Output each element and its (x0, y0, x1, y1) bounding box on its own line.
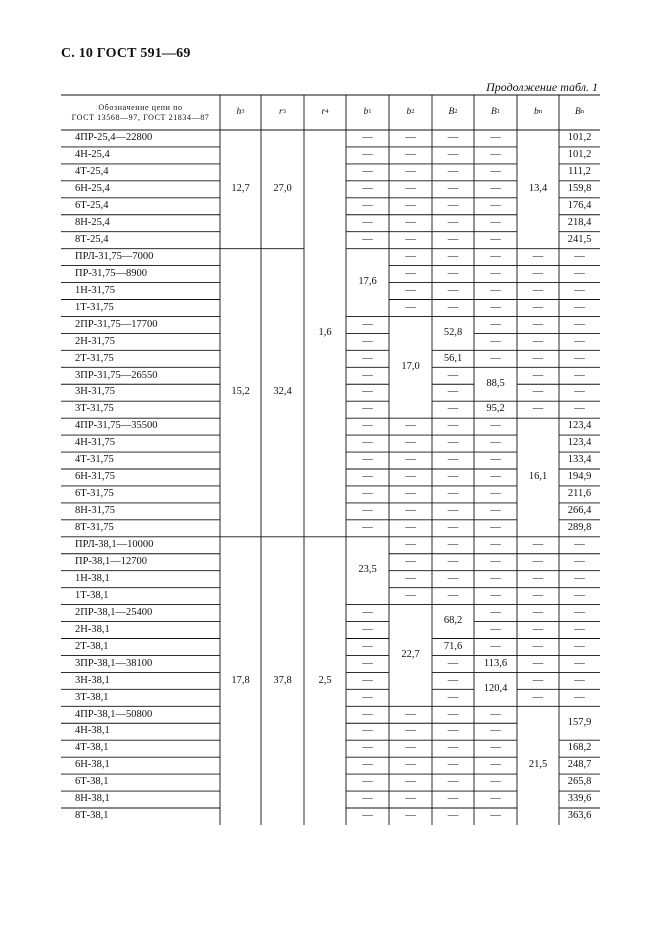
table-cell-Bn: — (574, 352, 585, 364)
chain-designation: 8Н-38,1 (75, 793, 110, 805)
table-cell-b2: — (405, 793, 416, 805)
table-cell-Bn: — (574, 555, 585, 567)
table-cell-b2: — (405, 216, 416, 228)
table-cell-B2: — (447, 522, 459, 534)
table-cell-B2: — (447, 267, 459, 279)
table-cell-b2: — (405, 250, 416, 262)
header-symbol: b (406, 106, 412, 117)
header-subscript: n (580, 108, 585, 116)
header-b1 (346, 95, 389, 130)
table-cell-b2: — (405, 505, 416, 517)
chain-designation: 3Т-31,75 (75, 403, 114, 415)
table-cell-B1: — (490, 505, 501, 517)
header-symbol: B (448, 106, 455, 117)
table-cell-b2: — (405, 284, 416, 296)
table-cell-B2: — (447, 454, 459, 466)
chain-designation: 4Т-38,1 (75, 742, 109, 754)
table-cell-b2: 22,7 (401, 649, 420, 661)
table-cell-B2: — (447, 589, 459, 601)
table-cell-bn: — (532, 640, 544, 652)
table-cell-B1: 95,2 (486, 403, 505, 415)
header-subscript: 3 (241, 108, 245, 116)
chain-designation: ПРЛ-38,1—10000 (75, 539, 154, 551)
table-cell-Bn: 111,2 (568, 166, 591, 178)
table-cell-Bn: 289,8 (567, 522, 592, 534)
table-cell-bn: — (532, 386, 544, 398)
table-cell-bn: 16,1 (528, 471, 548, 483)
table-cell-bn: — (532, 539, 544, 551)
chain-designation: 2ПР-38,1—25400 (75, 606, 153, 618)
chain-designation: 4Т-25,4 (75, 166, 109, 178)
table-cell-B2: — (447, 149, 459, 161)
table-cell-b2: 17,0 (401, 361, 420, 373)
table-cell-Bn: — (574, 386, 585, 398)
header-subscript: 1 (496, 108, 501, 116)
chain-designation: 8Н-25,4 (75, 216, 110, 228)
table-cell-B2: — (447, 793, 459, 805)
table-cell-b1: 17,6 (358, 276, 377, 288)
table-cell-B2: — (447, 132, 459, 144)
page-header: С. 10 ГОСТ 591—69 (61, 46, 191, 61)
table-cell-Bn: — (574, 369, 585, 381)
table-cell-B1: — (490, 708, 501, 720)
chain-designation: ПР-31,75—8900 (75, 267, 148, 279)
table-cell-B1: — (490, 132, 501, 144)
table-cell-B2: — (447, 572, 459, 584)
chain-designation: 6Т-38,1 (75, 776, 109, 788)
table-cell-bn: — (532, 555, 544, 567)
table-cell-B2: — (447, 386, 459, 398)
table-cell-b1: — (362, 233, 373, 245)
table-cell-B1: — (490, 793, 501, 805)
table-cell-h3: 15,2 (231, 386, 250, 398)
table-cell-Bn: — (574, 589, 585, 601)
chain-designation: 1Т-31,75 (75, 301, 114, 313)
table-cell-b2: — (405, 776, 416, 788)
table-cell-b1: — (362, 488, 373, 500)
table-cell-b1: 23,5 (358, 564, 377, 576)
table-cell-b2: — (405, 759, 416, 771)
table-cell-B1: — (490, 539, 501, 551)
table-cell-B1: — (490, 555, 501, 567)
chain-designation: ПРЛ-31,75—7000 (75, 250, 154, 262)
table-cell-b1: — (362, 810, 373, 822)
table-cell-b2: — (405, 810, 416, 822)
table-cell-r3: 32,4 (273, 386, 292, 398)
table-cell-B2: — (447, 742, 459, 754)
table-cell-B1: 120,4 (483, 683, 508, 695)
chain-designation: 4ПР-25,4—22800 (75, 132, 153, 144)
table-cell-b2: — (405, 437, 416, 449)
header-B2 (432, 95, 474, 130)
header-h3 (220, 95, 261, 130)
table-cell-B2: — (447, 759, 459, 771)
table-cell-b1: — (362, 776, 373, 788)
table-cell-B2: — (447, 216, 459, 228)
table-cell-b2: — (405, 555, 416, 567)
table-cell-b2: — (405, 725, 416, 737)
table-cell-b1: — (362, 437, 373, 449)
chain-designation: 3Т-38,1 (75, 691, 109, 703)
chain-designation: 8Н-31,75 (75, 505, 115, 517)
table-cell-b2: — (405, 539, 416, 551)
table-cell-b1: — (362, 505, 373, 517)
table-cell-Bn: 168,2 (567, 742, 592, 754)
table-cell-B1: — (490, 640, 501, 652)
table-cell-b2: — (405, 454, 416, 466)
chain-designation: 2Т-38,1 (75, 640, 109, 652)
table-cell-Bn: 159,8 (567, 183, 592, 195)
table-cell-B2: 52,8 (443, 327, 463, 339)
table-cell-B2: — (447, 708, 459, 720)
chain-designation: 4Н-25,4 (75, 149, 110, 161)
table-cell-B1: — (490, 454, 501, 466)
table-cell-b1: — (362, 216, 373, 228)
table-cell-b1: — (362, 386, 373, 398)
table-cell-bn: — (532, 691, 544, 703)
table-cell-b1: — (362, 369, 373, 381)
header-r4 (304, 95, 346, 130)
chain-designation: 4Н-38,1 (75, 725, 110, 737)
table-cell-Bn: 123,4 (567, 437, 592, 449)
table-cell-B1: — (490, 725, 501, 737)
table-cell-bn: — (532, 674, 544, 686)
table-cell-B2: 56,1 (443, 352, 463, 364)
dimensions-table (61, 95, 600, 822)
header-chain-designation (61, 95, 220, 130)
table-cell-b2: — (405, 166, 416, 178)
table-cell-B1: — (490, 216, 501, 228)
table-cell-Bn: 101,2 (567, 132, 592, 144)
table-cell-Bn: 176,4 (567, 200, 592, 212)
table-cell-b2: — (405, 149, 416, 161)
table-cell-B1: — (490, 318, 501, 330)
table-cell-bn: — (532, 250, 544, 262)
header-symbol: B (490, 106, 497, 117)
table-cell-B2: — (447, 233, 459, 245)
table-cell-b1: — (362, 606, 373, 618)
table-cell-Bn: 211,6 (567, 488, 592, 500)
table-cell-B1: — (490, 623, 501, 635)
table-cell-Bn: 266,4 (567, 505, 592, 517)
table-cell-r4: 2,5 (318, 674, 332, 686)
chain-designation: 6Н-38,1 (75, 759, 110, 771)
table-cell-bn: — (532, 301, 544, 313)
table-cell-B1: — (490, 267, 501, 279)
chain-designation: 2ПР-31,75—17700 (75, 318, 158, 330)
chain-designation: 3ПР-31,75—26550 (75, 369, 158, 381)
table-cell-Bn: — (574, 691, 585, 703)
table-cell-b2: — (405, 589, 416, 601)
table-cell-b2: — (405, 420, 416, 432)
table-cell-B2: — (447, 284, 459, 296)
table-cell-B2: — (447, 250, 459, 262)
table-cell-B1: — (490, 606, 501, 618)
table-cell-b2: — (405, 522, 416, 534)
table-cell-b1: — (362, 183, 373, 195)
table-cell-b1: — (362, 674, 373, 686)
chain-designation: 6Н-25,4 (75, 183, 110, 195)
table-continuation-label: Продолжение табл. 1 (486, 80, 598, 94)
table-cell-B2: — (447, 166, 459, 178)
table-cell-b1: — (362, 454, 373, 466)
chain-designation: 8Т-38,1 (75, 810, 109, 822)
table-cell-B1: — (490, 284, 501, 296)
table-cell-b2: — (405, 233, 416, 245)
table-cell-Bn: — (574, 572, 585, 584)
table-cell-h3: 12,7 (231, 183, 250, 195)
table-cell-B1: — (490, 488, 501, 500)
chain-designation: 3Н-31,75 (75, 386, 115, 398)
table-cell-B2: — (447, 183, 459, 195)
header-subscript: 2 (411, 108, 415, 116)
table-cell-b1: — (362, 708, 373, 720)
table-cell-B1: — (490, 352, 501, 364)
table-cell-b1: — (362, 420, 373, 432)
header-Bn (559, 95, 600, 130)
chain-designation: 6Т-25,4 (75, 200, 109, 212)
header-symbol: r (321, 106, 326, 117)
table-cell-b1: — (362, 759, 373, 771)
table-cell-b1: — (362, 352, 373, 364)
table-cell-Bn: 218,4 (567, 216, 592, 228)
table-cell-Bn: 339,6 (567, 793, 592, 805)
chain-designation: ПР-38,1—12700 (75, 555, 148, 567)
table-cell-b1: — (362, 318, 373, 330)
table-cell-B2: — (447, 555, 459, 567)
header-subscript: 3 (282, 108, 286, 116)
chain-designation: 4Н-31,75 (75, 437, 115, 449)
header-symbol: h (236, 106, 242, 117)
table-cell-Bn: — (574, 539, 585, 551)
chain-designation: 3Н-38,1 (75, 674, 110, 686)
table-cell-b2: — (405, 132, 416, 144)
chain-designation: 6Т-31,75 (75, 488, 114, 500)
table-cell-Bn: — (574, 606, 585, 618)
table-cell-Bn: — (574, 284, 585, 296)
table-cell-Bn: 265,8 (567, 776, 592, 788)
table-cell-bn: — (532, 623, 544, 635)
chain-designation: 1Н-31,75 (75, 284, 115, 296)
header-line: ГОСТ 13568—97, ГОСТ 21834—87 (71, 112, 210, 122)
chain-designation: 4ПР-31,75—35500 (75, 420, 158, 432)
table-cell-Bn: 248,7 (567, 759, 592, 771)
table-cell-b1: — (362, 623, 373, 635)
table-cell-bn: — (532, 657, 544, 669)
table-cell-b1: — (362, 335, 373, 347)
table-cell-B1: — (490, 522, 501, 534)
table-cell-bn: — (532, 352, 544, 364)
table-cell-Bn: 133,4 (567, 454, 592, 466)
table-cell-B2: — (447, 505, 459, 517)
table-cell-B1: — (490, 233, 501, 245)
table-cell-B2: — (447, 369, 459, 381)
table-cell-B1: — (490, 420, 501, 432)
table-cell-B1: — (490, 166, 501, 178)
table-cell-B1: — (490, 742, 501, 754)
table-cell-b1: — (362, 725, 373, 737)
table-cell-B1: — (490, 810, 501, 822)
table-cell-B1: — (490, 250, 501, 262)
table-cell-B2: 68,2 (443, 615, 463, 627)
table-cell-B2: — (447, 674, 459, 686)
table-cell-Bn: — (574, 250, 585, 262)
table-cell-B1: — (490, 589, 501, 601)
table-cell-B2: — (447, 725, 459, 737)
table-cell-B1: — (490, 335, 501, 347)
table-cell-bn: — (532, 335, 544, 347)
table-cell-Bn: 194,9 (567, 471, 592, 483)
table-cell-B1: 88,5 (486, 377, 505, 389)
table-cell-Bn: 157,9 (567, 716, 592, 728)
table-cell-b2: — (405, 301, 416, 313)
table-cell-b1: — (362, 691, 373, 703)
table-cell-B1: — (490, 301, 501, 313)
table-cell-bn: — (532, 403, 544, 415)
table-cell-b2: — (405, 267, 416, 279)
chain-designation: 2Н-31,75 (75, 335, 115, 347)
chain-designation: 2Т-31,75 (75, 352, 114, 364)
header-symbol: b (534, 106, 539, 117)
table-cell-bn: 13,4 (528, 183, 548, 195)
chain-designation: 8Т-31,75 (75, 522, 114, 534)
table-cell-b1: — (362, 657, 373, 669)
chain-designation: 2Н-38,1 (75, 623, 110, 635)
table-cell-b1: — (362, 166, 373, 178)
table-cell-B1: — (490, 471, 501, 483)
table-cell-B2: — (447, 539, 459, 551)
table-cell-bn: 21,5 (528, 759, 548, 771)
chain-designation: 1Н-38,1 (75, 572, 110, 584)
table-cell-B1: — (490, 759, 501, 771)
chain-designation: 1Т-38,1 (75, 589, 109, 601)
table-cell-r3: 37,8 (273, 674, 292, 686)
table-cell-B2: — (447, 403, 459, 415)
header-b2 (389, 95, 432, 130)
table-cell-Bn: — (574, 640, 585, 652)
table-cell-Bn: — (574, 657, 585, 669)
table-cell-Bn: — (574, 335, 585, 347)
table-cell-b1: — (362, 132, 373, 144)
table-cell-Bn: — (574, 267, 585, 279)
header-r3 (261, 95, 304, 130)
table-cell-B2: — (447, 200, 459, 212)
header-symbol: B (574, 106, 581, 117)
table-cell-Bn: 363,6 (567, 810, 592, 822)
table-cell-B2: — (447, 488, 459, 500)
table-cell-B2: — (447, 776, 459, 788)
table-cell-bn: — (532, 606, 544, 618)
chain-designation: 8Т-25,4 (75, 233, 109, 245)
table-cell-B1: 113,6 (483, 657, 508, 669)
chain-designation: 4ПР-38,1—50800 (75, 708, 153, 720)
table-cell-bn: — (532, 267, 544, 279)
table-cell-Bn: — (574, 318, 585, 330)
table-cell-Bn: 241,5 (567, 233, 592, 245)
table-cell-b1: — (362, 640, 373, 652)
table-cell-b2: — (405, 183, 416, 195)
chain-designation: 3ПР-38,1—38100 (75, 657, 153, 669)
chain-designation: 6Н-31,75 (75, 471, 115, 483)
table-cell-B1: — (490, 437, 501, 449)
header-bn (517, 95, 559, 130)
table-cell-b1: — (362, 403, 373, 415)
header-B1 (474, 95, 517, 130)
table-cell-B2: — (447, 471, 459, 483)
table-cell-r4: 1,6 (318, 327, 332, 339)
table-cell-B1: — (490, 200, 501, 212)
table-cell-Bn: — (574, 301, 585, 313)
table-cell-b1: — (362, 471, 373, 483)
table-cell-b2: — (405, 200, 416, 212)
table-cell-b2: — (405, 742, 416, 754)
table-cell-b1: — (362, 200, 373, 212)
table-cell-h3: 17,8 (231, 674, 250, 686)
table-cell-B2: — (447, 420, 459, 432)
table-cell-B1: — (490, 183, 501, 195)
table-cell-B2: — (447, 437, 459, 449)
table-cell-bn: — (532, 318, 544, 330)
table-cell-r3: 27,0 (273, 183, 292, 195)
header-line: Обозначение цепи по (98, 102, 183, 112)
table-cell-Bn: — (574, 674, 585, 686)
table-cell-B2: — (447, 301, 459, 313)
header-subscript: 2 (454, 108, 458, 116)
chain-designation: 4Т-31,75 (75, 454, 114, 466)
table-cell-b1: — (362, 522, 373, 534)
header-symbol: r (279, 106, 283, 117)
table-cell-bn: — (532, 572, 544, 584)
table-cell-B2: — (447, 657, 459, 669)
table-cell-Bn: 123,4 (567, 420, 592, 432)
table-cell-B2: — (447, 691, 459, 703)
table-cell-Bn: — (574, 403, 585, 415)
table-cell-bn: — (532, 284, 544, 296)
table-cell-B1: — (490, 572, 501, 584)
table-cell-b2: — (405, 471, 416, 483)
table-cell-b1: — (362, 742, 373, 754)
header-symbol: b (363, 106, 369, 117)
table-cell-B1: — (490, 149, 501, 161)
table-cell-Bn: 101,2 (567, 149, 592, 161)
header-subscript: 1 (368, 108, 372, 116)
table-cell-b2: — (405, 708, 416, 720)
table-cell-B2: 71,6 (443, 640, 463, 652)
header-subscript: 4 (325, 108, 329, 116)
table-cell-bn: — (532, 369, 544, 381)
table-cell-bn: — (532, 589, 544, 601)
table-cell-b1: — (362, 149, 373, 161)
table-cell-b1: — (362, 793, 373, 805)
table-cell-b2: — (405, 488, 416, 500)
table-cell-B1: — (490, 776, 501, 788)
table-cell-b2: — (405, 572, 416, 584)
header-subscript: n (538, 108, 542, 116)
table-cell-Bn: — (574, 623, 585, 635)
table-cell-B2: — (447, 810, 459, 822)
